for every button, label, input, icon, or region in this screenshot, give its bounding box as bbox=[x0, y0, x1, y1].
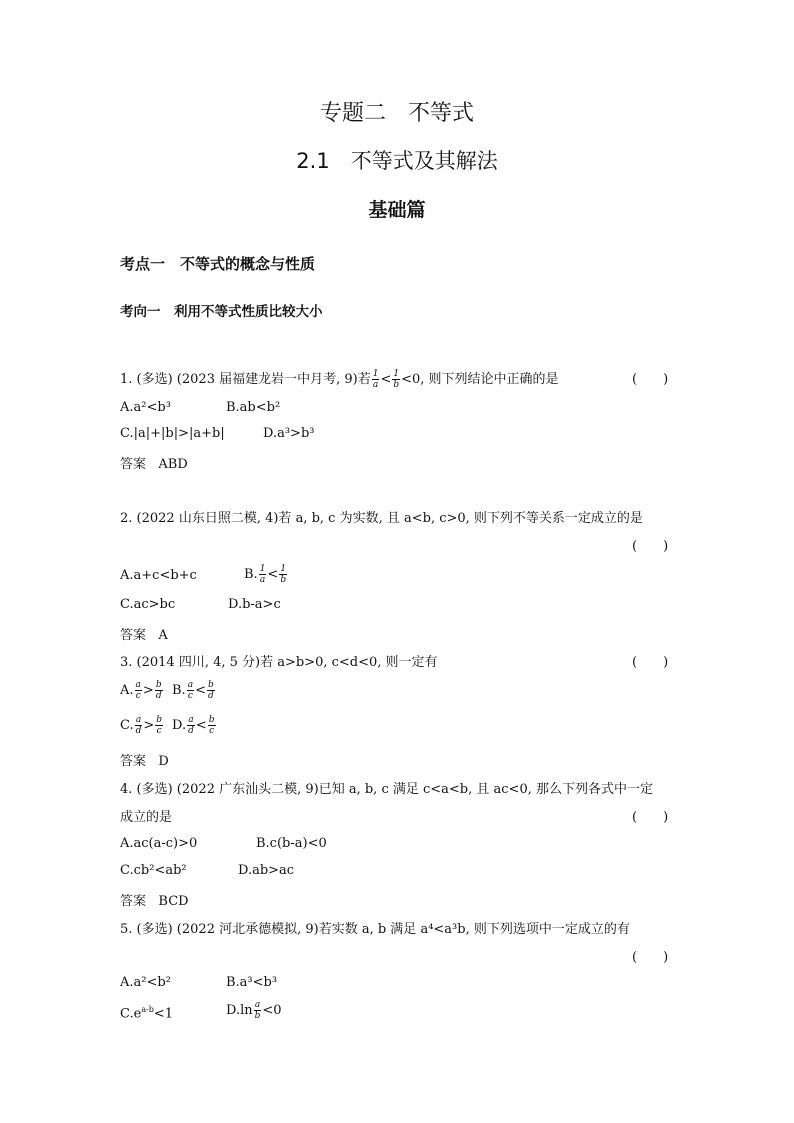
q3-answer-paren: ( ) bbox=[632, 655, 669, 670]
q1-option-b: B.ab<b² bbox=[226, 400, 281, 415]
q2-stem: 2. (2022 山东日照二模, 4)若 a, b, c 为实数, 且 a<b, c>0, 则下列不等关系一定成立的是 bbox=[120, 511, 643, 526]
q5-option-d: D.ln $\frac{a}{b}$ <0 bbox=[226, 1000, 282, 1021]
q1-stem: 1. (多选) (2023 届福建龙岩一中月考, 9)若 $\frac{1}{a}$ < $\frac{1}{b}$ <0, 则下列结论中正确的是 bbox=[120, 369, 559, 390]
q4-option-b: B.c(b-a)<0 bbox=[256, 836, 327, 851]
q3-option-b: B. $\frac{a}{c}$ < $\frac{b}{d}$ bbox=[172, 680, 214, 701]
q4-option-c: C.cb²<ab² bbox=[120, 863, 187, 878]
q4-answer: 答案 BCD bbox=[120, 894, 189, 909]
q2-option-c: C.ac>bc bbox=[120, 597, 176, 612]
q5-option-b: B.a³<b³ bbox=[226, 975, 278, 990]
q5-stem: 5. (多选) (2022 河北承德模拟, 9)若实数 a, b 满足 a⁴<a³b, 则下列选项中一定成立的有 bbox=[120, 922, 630, 937]
section-title: 2.1 不等式及其解法 bbox=[296, 149, 498, 173]
q1-fraction-2: $\frac{1}{b}$ bbox=[393, 369, 400, 390]
q2-option-b: B. $\frac{1}{a}$ < $\frac{1}{b}$ bbox=[244, 564, 287, 585]
level-title: 基础篇 bbox=[368, 199, 426, 221]
q3-option-a: A. $\frac{a}{c}$ > $\frac{b}{d}$ bbox=[120, 680, 162, 701]
q3-stem: 3. (2014 四川, 4, 5 分)若 a>b>0, c<d<0, 则一定有 bbox=[120, 655, 438, 670]
kaoxiang-heading: 考向一 利用不等式性质比较大小 bbox=[120, 304, 323, 320]
q3-option-c: C. $\frac{a}{d}$ > $\frac{b}{c}$ bbox=[120, 715, 163, 736]
q4-stem-line1: 4. (多选) (2022 广东汕头二模, 9)已知 a, b, c 满足 c<a<b, 且 ac<0, 那么下列各式中一定 bbox=[120, 782, 653, 797]
q5-option-c: $C.e^{a-b}<1$ bbox=[120, 1005, 174, 1022]
q4-stem-line2: 成立的是 bbox=[120, 810, 173, 825]
q2-option-a: A.a+c<b+c bbox=[120, 568, 197, 583]
q4-answer-paren: ( ) bbox=[632, 810, 669, 825]
q3-answer: 答案 D bbox=[120, 754, 169, 769]
q4-option-a: A.ac(a-c)>0 bbox=[120, 836, 198, 851]
q1-option-d: D.a³>b³ bbox=[263, 426, 315, 441]
q2-option-d: D.b-a>c bbox=[228, 597, 281, 612]
q1-fraction-1: $\frac{1}{a}$ bbox=[372, 369, 379, 390]
q1-answer-paren: ( ) bbox=[632, 372, 669, 387]
q5-option-a: A.a²<b² bbox=[120, 975, 171, 990]
q2-answer: 答案 A bbox=[120, 628, 168, 643]
q5-answer-paren: ( ) bbox=[632, 950, 669, 965]
q1-option-c: C.|a|+|b|>|a+b| bbox=[120, 426, 225, 441]
kaodian-heading: 考点一 不等式的概念与性质 bbox=[120, 255, 316, 273]
q1-answer: 答案 ABD bbox=[120, 457, 188, 472]
q4-option-d: D.ab>ac bbox=[238, 863, 295, 878]
q3-option-d: D. $\frac{a}{d}$ < $\frac{b}{c}$ bbox=[172, 715, 215, 736]
q2-answer-paren: ( ) bbox=[632, 539, 669, 554]
q1-option-a: A.a²<b³ bbox=[120, 400, 171, 415]
topic-title: 专题二 不等式 bbox=[319, 101, 474, 126]
